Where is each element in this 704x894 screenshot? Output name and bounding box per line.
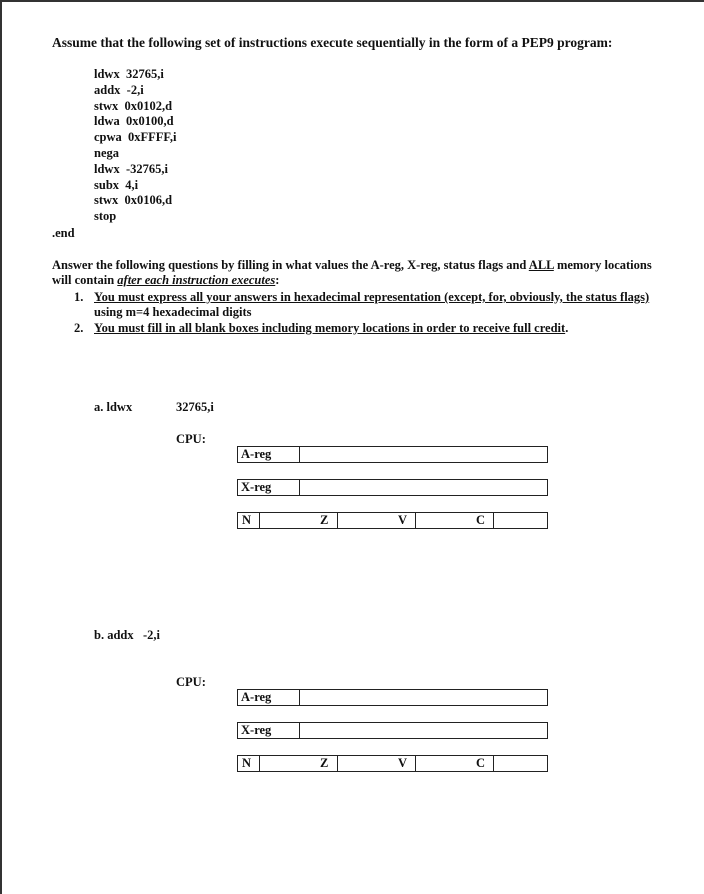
- x-reg-label: X-reg: [238, 723, 300, 738]
- flag-z-input[interactable]: [338, 513, 394, 528]
- answer-after: after each instruction executes: [117, 273, 276, 287]
- flag-n: [238, 513, 316, 528]
- a-reg-label: A-reg: [238, 690, 300, 705]
- code-line: subx 4,i: [94, 177, 139, 192]
- code-block: [94, 67, 177, 225]
- rule-underlined: You must express all your answers in hexadecimal representation (except, for, obviously, the status flags): [94, 290, 650, 304]
- flag-c-input[interactable]: [494, 756, 547, 771]
- flag-c-input[interactable]: [494, 513, 547, 528]
- code-line: ldwx -32765,i: [94, 161, 168, 176]
- flag-c: [472, 513, 547, 528]
- flag-v-input[interactable]: [416, 513, 472, 528]
- rule-underlined: You must fill in all blank boxes including memory locations in order to receive full credit: [94, 321, 566, 335]
- x-reg-input[interactable]: [301, 480, 547, 495]
- code-line: stwx 0x0102,d: [94, 98, 173, 113]
- answer-instructions: [52, 258, 652, 288]
- flag-v-label: V: [394, 756, 416, 771]
- flag-z-input[interactable]: [338, 756, 394, 771]
- answer-text-2: memory locations will contain: [52, 258, 652, 287]
- flag-c-label: C: [472, 513, 494, 528]
- rule-1: [74, 290, 674, 320]
- end-directive: .end: [52, 226, 75, 240]
- answer-text-3: :: [275, 273, 280, 287]
- code-line: ldwx 32765,i: [94, 67, 164, 81]
- x-reg-label: X-reg: [238, 480, 300, 495]
- rule-rest: .: [565, 321, 569, 335]
- rule-2: [74, 321, 674, 337]
- code-line: ldwa 0x0100,d: [94, 114, 174, 129]
- flag-v-input[interactable]: [416, 756, 472, 771]
- answer-all: ALL: [528, 258, 554, 272]
- flag-n-label: N: [238, 756, 260, 771]
- flag-z: [316, 756, 394, 771]
- a-reg-input[interactable]: [301, 690, 547, 705]
- flag-n-label: N: [238, 513, 260, 528]
- a-reg-input[interactable]: [301, 447, 547, 462]
- flag-c: [472, 756, 547, 771]
- a-reg-row: [237, 689, 548, 706]
- question-a-label: a. ldwx: [94, 400, 133, 414]
- status-flags-row: [237, 512, 548, 529]
- code-line: addx -2,i: [94, 82, 144, 97]
- cpu-label: CPU:: [176, 432, 206, 446]
- code-line: cpwa 0xFFFF,i: [94, 130, 177, 145]
- status-flags-row: [237, 755, 548, 772]
- cpu-label: CPU:: [176, 675, 206, 689]
- answer-text-1: Answer the following questions by filling in what values the A-reg, X-reg, status flags and: [52, 258, 529, 272]
- x-reg-input[interactable]: [301, 723, 547, 738]
- rule-number: 1.: [74, 290, 84, 304]
- flag-n-input[interactable]: [260, 756, 316, 771]
- intro-text: Assume that the following set of instructions execute sequentially in the form of a PEP9 program:: [52, 35, 613, 50]
- question-a-operand: 32765,i: [176, 400, 214, 414]
- flag-z-label: Z: [316, 513, 338, 528]
- a-reg-label: A-reg: [238, 447, 300, 462]
- rule-number: 2.: [74, 321, 84, 335]
- flag-c-label: C: [472, 756, 494, 771]
- a-reg-row: [237, 446, 548, 463]
- flag-n: [238, 756, 316, 771]
- code-line: stop: [94, 209, 117, 224]
- rule-rest: using m=4 hexadecimal digits: [94, 304, 252, 319]
- flag-v-label: V: [394, 513, 416, 528]
- question-b-label: b. addx -2,i: [94, 628, 160, 642]
- x-reg-row: [237, 479, 548, 496]
- flag-n-input[interactable]: [260, 513, 316, 528]
- flag-z: [316, 513, 394, 528]
- code-line: nega: [94, 145, 119, 160]
- flag-v: [394, 756, 472, 771]
- code-line: stwx 0x0106,d: [94, 193, 173, 208]
- flag-v: [394, 513, 472, 528]
- flag-z-label: Z: [316, 756, 338, 771]
- x-reg-row: [237, 722, 548, 739]
